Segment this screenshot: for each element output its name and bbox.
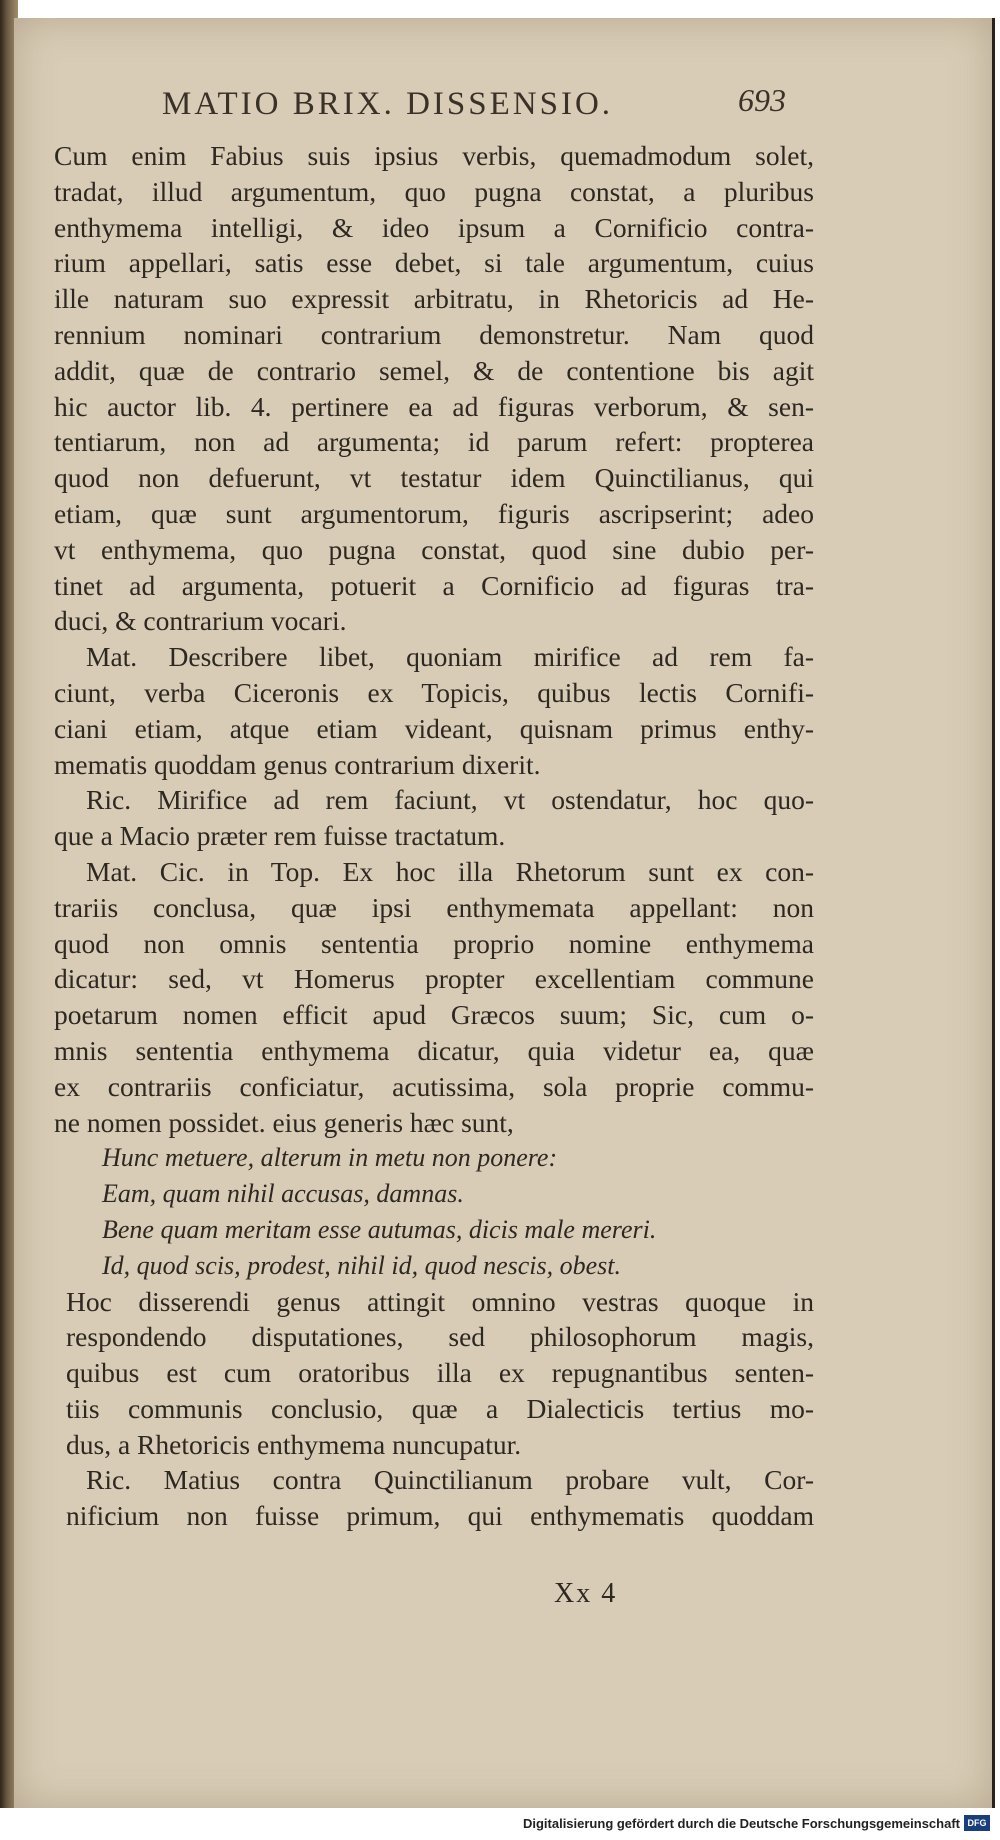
text-line: Eam, quam nihil accusas, damnas. [102,1179,464,1209]
text-line: rium appellari, satis esse debet, si tale argumentum, cuius [54,247,814,279]
text-line: Ric. Matius contra Quinctilianum probare vult, Cor- [86,1464,814,1496]
text-line: Ric. Mirifice ad rem faciunt, vt ostendatur, hoc quo- [86,784,814,816]
text-line: tiis communis conclusio, quæ a Dialecticis tertius mo- [66,1392,814,1424]
text-line: Cum enim Fabius suis ipsius verbis, quemadmodum solet, [54,140,814,171]
text-line: que a Macio præter rem fuisse tractatum. [54,820,506,852]
text-line: ex contrariis conficiatur, acutissima, sola proprie commu- [54,1070,814,1102]
text-line: tentiarum, non ad argumenta; id parum refert: propterea [54,426,814,458]
text-line: dus, a Rhetoricis enthymema nuncupatur. [66,1428,522,1460]
text-line: quod non omnis sententia proprio nomine enthymema [54,927,814,959]
text-line: hic auctor lib. 4. pertinere ea ad figuras verborum, & sen- [54,390,814,422]
text-line: addit, quæ de contrario semel, & de contentione bis agit [54,354,814,386]
text-line: ille naturam suo expressit arbitratu, in Rhetoricis ad He- [54,283,814,315]
text-line: Hunc metuere, alterum in metu non ponere: [102,1143,558,1173]
text-line: ciani etiam, atque etiam videant, quisnam primus enthy- [54,712,814,744]
text-line: enthymema intelligi, & ideo ipsum a Cornificio contra- [54,211,814,243]
text-line: Hoc disserendi genus attingit omnino vestras quoque in [66,1285,814,1317]
text-line: mnis sententia enthymema dicatur, quia videtur ea, quæ [54,1034,814,1066]
text-line: dicatur: sed, vt Homerus propter excellentiam commune [54,963,814,995]
text-line: rennium nominari contrarium demonstretur. Nam quod [54,318,814,350]
text-line: etiam, quæ sunt argumentorum, figuris ascripserint; adeo [54,497,814,529]
text-line: duci, & contrarium vocari. [54,605,347,637]
text-line: respondendo disputationes, sed philosophorum magis, [66,1321,814,1353]
signature-row [14,1578,992,1618]
text-line: Mat. Describere libet, quoniam mirifice ad rem fa- [86,641,814,673]
text-line: trariis conclusa, quæ ipsi enthymemata appellant: non [54,891,814,923]
text-line: tradat, illud argumentum, quo pugna constat, a pluribus [54,175,814,207]
text-line: Id, quod scis, prodest, nihil id, quod nescis, obest. [102,1250,622,1280]
text-line: quibus est cum oratoribus illa ex repugnantibus senten- [66,1357,814,1389]
running-title: MATIO BRIX. DISSENSIO. [162,86,614,122]
digitization-credit: Digitalisierung gefördert durch die Deutsche Forschungsgemeinschaft [522,1816,960,1831]
text-line: Bene quam meritam esse autumas, dicis male mereri. [102,1214,657,1244]
text-line: ciunt, verba Ciceronis ex Topicis, quibus lectis Cornifi- [54,676,814,708]
footer-bar [0,1808,1000,1840]
text-line: ne nomen possidet. eius generis hæc sunt, [54,1106,514,1138]
text-line: mematis quoddam genus contrarium dixerit. [54,748,541,780]
text-block [54,138,814,1534]
text-line: poetarum nomen efficit apud Græcos suum; Sic, cum o- [54,999,814,1031]
text-line: nificium non fuisse primum, qui enthymematis quoddam [66,1500,814,1532]
running-head [14,82,992,146]
signature-mark: Xx 4 [554,1578,618,1609]
book-page [14,18,995,1808]
page-number: 693 [738,82,786,118]
text-line: quod non defuerunt, vt testatur idem Quinctilianus, qui [54,462,814,494]
text-line: tinet ad argumenta, potuerit a Cornificio ad figuras tra- [54,569,814,601]
text-line: Mat. Cic. in Top. Ex hoc illa Rhetorum sunt ex con- [86,855,814,887]
text-line: vt enthymema, quo pugna constat, quod sine dubio per- [54,533,814,565]
dfg-logo: DFG [964,1815,990,1831]
